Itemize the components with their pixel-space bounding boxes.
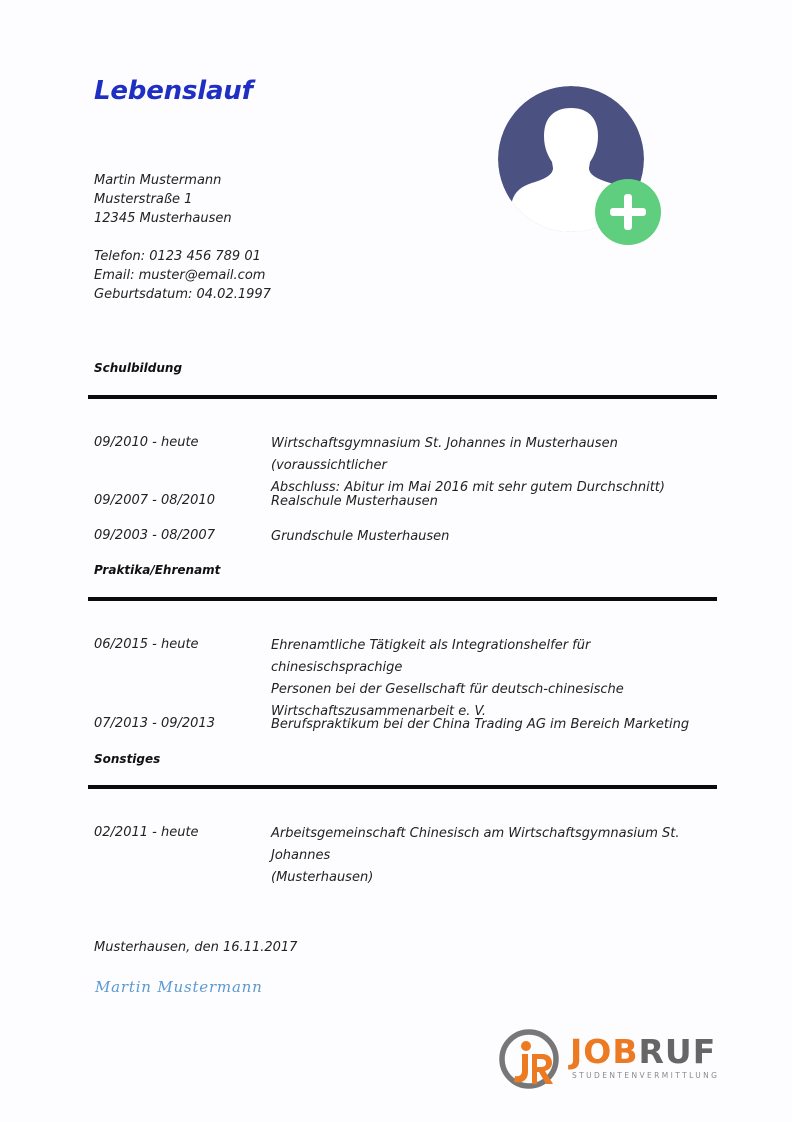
entry-description-line: Arbeitsgemeinschaft Chinesisch am Wirtschaftsgymnasium St. Johannes bbox=[271, 826, 680, 863]
entry-description-line: Ehrenamtliche Tätigkeit als Integrationshelfer für chinesischsprachige bbox=[271, 638, 591, 675]
logo-wordmark bbox=[570, 1032, 716, 1071]
entry-description bbox=[271, 823, 711, 889]
section-heading-praktika: Praktika/Ehrenamt bbox=[94, 563, 221, 577]
page-title: Lebenslauf bbox=[94, 76, 253, 106]
section-heading-sonstiges: Sonstiges bbox=[94, 752, 161, 766]
entry-description-line: Abschluss: Abitur im Mai 2016 mit sehr gutem Durchschnitt) bbox=[271, 480, 665, 495]
entry-date: 09/2003 - 08/2007 bbox=[94, 528, 215, 543]
entry-description-line: Personen bei der Gesellschaft für deutsch-chinesische bbox=[271, 682, 624, 697]
logo-tagline: STUDENTENVERMITTLUNG bbox=[572, 1071, 720, 1080]
contact-block bbox=[94, 171, 271, 304]
entry-date: 09/2010 - heute bbox=[94, 435, 199, 450]
entry-date: 02/2011 - heute bbox=[94, 825, 199, 840]
logo-wordmark-ruf: RUF bbox=[638, 1032, 717, 1071]
profile-photo-placeholder[interactable] bbox=[497, 86, 667, 246]
entry-description-line: Wirtschaftszusammenarbeit e. V. bbox=[271, 704, 487, 719]
entry-date: 07/2013 - 09/2013 bbox=[94, 716, 215, 731]
entry-description: Realschule Musterhausen bbox=[271, 494, 438, 509]
entry-date: 09/2007 - 08/2010 bbox=[94, 493, 215, 508]
entry-description bbox=[271, 433, 711, 499]
contact-phone: Telefon: 0123 456 789 01 bbox=[94, 249, 261, 264]
contact-birthdate: Geburtsdatum: 04.02.1997 bbox=[94, 287, 271, 302]
logo-wordmark-job: JOB bbox=[570, 1032, 639, 1071]
contact-city: 12345 Musterhausen bbox=[94, 211, 232, 226]
entry-description: Berufspraktikum bei der China Trading AG im Bereich Marketing bbox=[271, 717, 690, 732]
section-divider bbox=[88, 597, 717, 601]
place-and-date: Musterhausen, den 16.11.2017 bbox=[94, 940, 298, 955]
logo-mark-icon bbox=[498, 1026, 564, 1092]
plus-icon[interactable] bbox=[595, 179, 661, 245]
entry-date: 06/2015 - heute bbox=[94, 637, 199, 652]
entry-description: Grundschule Musterhausen bbox=[271, 529, 450, 544]
section-heading-schulbildung: Schulbildung bbox=[94, 361, 183, 375]
entry-description-line: (Musterhausen) bbox=[271, 870, 374, 885]
section-divider bbox=[88, 395, 717, 399]
signature: Martin Mustermann bbox=[95, 978, 263, 996]
contact-name: Martin Mustermann bbox=[94, 173, 222, 188]
jobruf-logo bbox=[498, 1026, 723, 1092]
section-divider bbox=[88, 785, 717, 789]
contact-street: Musterstraße 1 bbox=[94, 192, 193, 207]
entry-description-line: Wirtschaftsgymnasium St. Johannes in Musterhausen (voraussichtlicher bbox=[271, 436, 618, 473]
contact-email: Email: muster@email.com bbox=[94, 268, 266, 283]
entry-description bbox=[271, 635, 711, 723]
